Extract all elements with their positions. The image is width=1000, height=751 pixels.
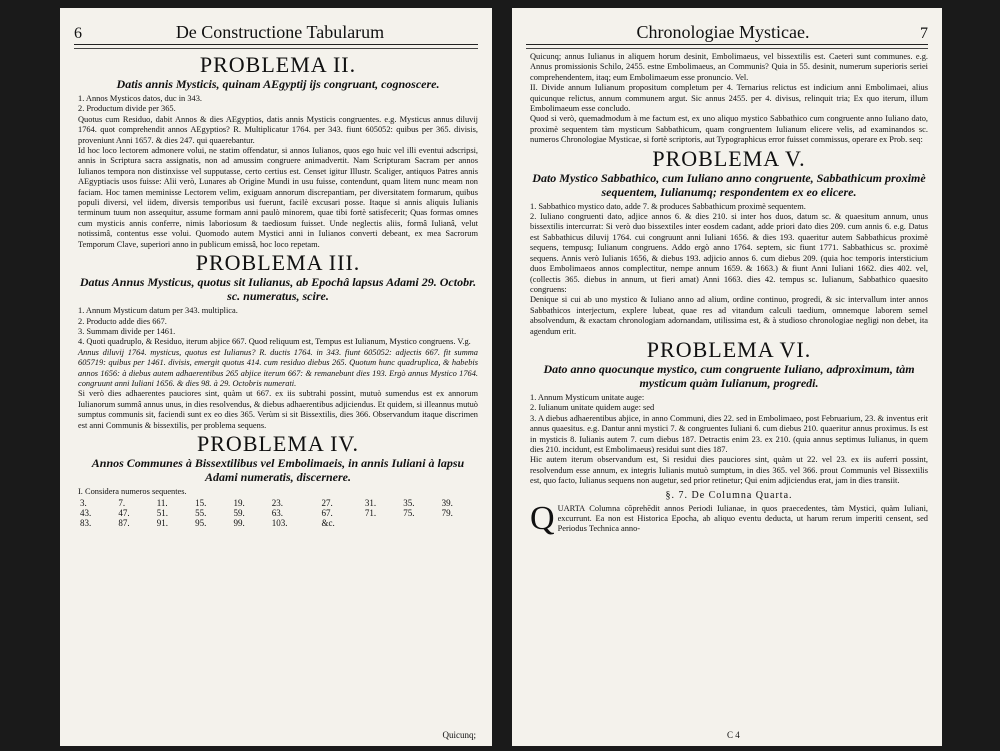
problem-3-subtitle: Datus Annus Mysticus, quotus sit Iulianus, ab Epochâ lapsus Adami 29. Octobr. sc. numeratus, scire. [79, 275, 477, 304]
problem-5-step-2: 2. Iuliano congruenti dato, adjice annos 6. & dies 210. si inter hos duos, datum sc. & quaesitum annum, unus bissextilis intercurrat: Si verò duo bissextiles inter eosdem cadant, adde priori dato dies 209. cum annis 6. e.g. Datus est Sabbathicus diluvij 1764. cui congruunt anni Iuliani 1656. & dies 193. quaeritur autem Sabbathicus proximè sequens, tempusq; Iulianum congruens. Addo ergò anno 1764. septem, sic fiunt 1771. Sabbathicus sc. proximè sequens. Annis verò Iulianis 1656, & diebus 193. adjicio annos 6. cum diebus 209. (quia hoc temporis intersticium duos Embolimaeos annos complectitur, nempe annum 1659. & 1663.) & fiunt Anni Iuliani 1662. dies 402. vel, (collectis 365. diebus in annum, ut fieri amat) Anni 1663. dies 42. tempus sc. Iulianum, Sabbathico quaesito congruens: [530, 212, 928, 294]
number-cell: 7. [118, 498, 126, 509]
number-cell: &c. [321, 518, 335, 529]
section-text: UARTA Columna cōprehēdit annos Periodi Iulianae, in quos praecedentes, tàm Mystici, quàm Iuliani, excurrunt. Ea non est Historica Epocha, ab aliquo eventu deducta, ut harum rerum imperiti censent, sed Periodus Technica anno- [557, 503, 928, 534]
problem-6-paragraph: Hic autem iterum observandum est, Si residui dies pauciores sint, quàm ut 22. vel 23. ex iis auferri possint, resolvendum esse annum, ex integris Iulianis mutuò sumptum, in dies 365. vel 366. prout Communis vel Bissextilis est, quo facto, Iulianus sequens non augetur, sed prior retinetur; Qui enim adjiciendus erat, jam in dies transiit. [530, 455, 928, 486]
problem-3-paragraph: Si verò dies adhaerentes pauciores sint, quàm ut 667. ex iis subtrahi possint, mutuò sumendus est ex annorum Iulianorum summâ annus unus, in dies resolvendus, & diebus adhaerentibus adjiciendus. Et quidem, si illeannus mutuò sumptus communis sit, faciendi sunt ex eo dies 365. Verùm si sit Bissextilis, dies 366. Observandum itaque discrimen est anni Communis & bissextilis, per problema sequens. [78, 389, 478, 430]
number-cell: 47. [118, 508, 130, 519]
right-page [512, 8, 942, 746]
number-cell: 59. [233, 508, 245, 519]
intro-paragraph: Quicunq; annus Iulianus in aliquem horum desinit, Embolimaeus, vel bissextilis est. Caeteri sunt communes. e.g. Annus promissionis Schilo, 2455. estne Embolimaeus, an Communis? Quia in 55. desinit, numerum superioris seriei comprehendentem, itaq; eum Embolimaeum esse pronuncio. Vel. [530, 52, 928, 82]
number-cell: 27. [321, 498, 333, 509]
problem-3-example: Annus diluvij 1764. mysticus, quotus est Iulianus? R. ductis 1764. in 343. fiunt 605052: adjectis 667. fit summa 605719: quibus per 1461. divisis, emergit quotus 414. cum residuo diebus 265. Quotum hunc quadruplica, & habebis annos 1656: à diebus autem adhaerentibus 265 abjice iterum 667: & remanebunt dies 193. Ergò annus Mystico 1764. congruunt anni Iuliani 1656. & dies 98. à 29. Octobris numerati. [78, 347, 478, 388]
left-page [60, 8, 492, 746]
number-row [78, 518, 478, 528]
problem-3-step-4: 4. Quoti quadruplo, & Residuo, iterum abjice 667. Quod reliquum est, Tempus est Iulianum, Mystico congruens. V.g. [78, 337, 471, 347]
right-running-title: Chronologiae Mysticae. [636, 22, 810, 42]
left-header-rule [74, 48, 478, 49]
problem-3-step-2: 2. Producto adde dies 667. [78, 316, 167, 326]
problem-4-title: PROBLEMA IV. [197, 430, 359, 456]
problem-5-subtitle: Dato Mystico Sabbathico, cum Iuliano anno congruente, Sabbathicum proximè sequentem, Iulianumq; respondentem ex eo elicere. [532, 170, 926, 199]
number-cell: 87. [118, 518, 130, 529]
number-cell [440, 518, 478, 528]
left-running-title: De Constructione Tabularum [175, 22, 385, 42]
number-cell: 79. [441, 508, 453, 519]
section-heading: §. 7. De Columna Quarta. [665, 489, 793, 501]
number-cell: 63. [271, 508, 284, 519]
number-cell: 67. [321, 508, 333, 519]
problem-4-subtitle: Annos Communes à Bissextilibus vel Embolimaeis, in annis Iuliani à lapsu Adami numeratis, discernere. [91, 455, 465, 484]
number-cell: 91. [156, 518, 168, 529]
left-page-number: 6 [74, 25, 82, 42]
problem-2-step-1: 1. Annos Mysticos datos, duc in 343. [78, 94, 202, 103]
number-cell: 19. [233, 498, 245, 509]
right-page-body [530, 52, 928, 535]
number-cell: 75. [403, 508, 415, 519]
number-cell: 35. [403, 498, 415, 509]
intro-paragraph: Quod si verò, quemadmodum à me factum est, ex uno aliquo mystico Sabbathico cum congruente anno Iuliano dato, proximè sequentem tàm mysticum Sabbathicum, quam congruentem Iulianum elicere velis, ad examinandos sc. numeros Chronologiae Mysticae, si fortè scriptoris, aut Typographicus error fuisset commissus, operare ex Prob. seq: [530, 114, 928, 145]
number-table [78, 498, 478, 528]
intro-paragraph: II. Divide annum Iulianum propositum completum per 4. Ternarius relictus est indicium anni Embolimaei, alius quicunque relictus, annum communem argut. Sic annus 2455. per 4. divisus, relinquit tria; Ex quo iterum, illum Embolimaeum esse concludo. [530, 83, 928, 114]
problem-2-paragraph: Id hoc loco lectorem admonere volui, ne statim offendatur, si annos Iulianos, quos ego huic vel illi eventui adscripsi, annis in Scriptura sacra assignatis, non ad amussim congruere animadvertit. Nam Scripturam Sacram per annos Iulianos tempora non distinxisse vel supputasse, certo certius est. Censet igitur Illustr. Scaliger, antiquos Patres annis AEgyptiacis usos fuisse: Alii verò, Lunares ab Origine Mundi in usu fuisse, contendunt, quam litem nunc meam non faciam. Hoc tamen meminisse Lectorem velim, exiguam annorum discrepantiam, per diversitatem formarum, quibus populi diversi, vel iidem, diversis temporibus usi fuerunt, facilè excusari posse. Itaque si annis aliquis Iulianis terminum tuum non assequitur, assume formam anni paulò minorem, quae tibi fortè satisfecerit; Quas formas omnes cum mysticis annis conferre, nimis laboriosum & taediosum fuisset. Unde neglectis aliis, formâ Iulianâ, velut notissimâ, contentus esse volui. Quomodo autem Mystici anni in Iulianos converti debeant, ex mea Sacrorum Temporum Clave, superiori anno in publicum emissâ, hoc loco repetam. [78, 146, 478, 249]
problem-2-paragraph: Quotus cum Residuo, dabit Annos & dies AEgyptios, datis annis Mysticis congruentes. e.g. Mysticus annus diluvij 1764. quot comprehendit annos AEgyptios? R. Multiplicatur 1764. per 343. fiunt 605052: quibus per 365. divisis, proveniunt Anni 1657. & dies 247. qui quaerebantur. [78, 114, 478, 145]
number-cell: 83. [80, 518, 92, 529]
number-cell: 71. [364, 508, 377, 519]
number-cell: 11. [156, 498, 168, 509]
right-header-rule [526, 48, 928, 49]
problem-3-title: PROBLEMA III. [195, 250, 361, 276]
problem-6-step-1: 1. Annum Mysticum unitate auge: [530, 392, 645, 402]
left-running-head [74, 22, 478, 45]
number-cell [401, 518, 439, 528]
problem-6-subtitle: Dato anno quocunque mystico, cum congruente Iuliano, adproximum, tàm mysticum quàm Iulianum, progredi. [543, 361, 915, 390]
problem-6-title: PROBLEMA VI. [646, 336, 812, 362]
number-cell: 31. [364, 498, 377, 509]
number-cell: 99. [233, 518, 245, 529]
problem-5-step-1: 1. Sabbathico mystico dato, adde 7. & produces Sabbathicum proximè sequentem. [530, 201, 806, 211]
problem-4-step-1: I. Considera numeros sequentes. [78, 486, 187, 496]
problem-2-title: PROBLEMA II. [199, 52, 357, 77]
number-row [78, 508, 478, 518]
signature-mark: C 4 [727, 730, 740, 740]
number-row [78, 498, 478, 508]
right-running-head [526, 22, 928, 45]
section-paragraph [530, 499, 928, 537]
number-cell: 23. [271, 498, 284, 509]
problem-5-title: PROBLEMA V. [652, 145, 806, 171]
problem-3-step-1: 1. Annum Mysticum datum per 343. multiplica. [78, 306, 238, 316]
problem-6-step-2: 2. Iulianum unitate quidem auge: sed [530, 403, 655, 413]
number-cell: 95. [195, 518, 207, 529]
right-page-number: 7 [920, 25, 928, 42]
number-cell: 15. [195, 498, 207, 509]
number-cell: 3. [80, 498, 87, 509]
catchword: Quicunq; [442, 730, 476, 740]
number-cell: 103. [271, 518, 288, 529]
number-cell [363, 518, 401, 528]
number-cell: 55. [195, 508, 207, 519]
left-page-body [78, 52, 478, 528]
number-cell: 39. [441, 498, 453, 509]
problem-6-step-3: 3. A diebus adhaerentibus abjice, in anno Communi, dies 22. sed in Embolimaeo, post Februarium, 23. & inventus erit annus quaesitus. e.g. Dantur anni mystici 7. & congruentes Iuliani 6. cum diebus 210. quaeritur annus proximus. Is est in mysticis 8. Iulianis autem 7. cum diebus 187. Detractis enim 23. ex 210. (quia annus septimus Iulianus, in quem dies 210. incidunt, est Embolimaeus) residui sunt dies 187. [530, 413, 928, 454]
problem-5-paragraph: Denique si cui ab uno mystico & Iuliano anno ad alium, ordine continuo, progredi, & sic intervallum inter annos Sabbathicos interjectum, explere lubeat, quae res ad vitandum calculi taedium, omnemque laborem semel absolvendum, & exactam chronologiam adornandam, utilissima est, & à studioso chronologiae negligi non debet, ita agendum erit. [530, 295, 928, 336]
problem-3-step-3: 3. Summam divide per 1461. [78, 326, 176, 336]
number-cell: 43. [80, 508, 92, 519]
problem-2-step-2: 2. Productum divide per 365. [78, 104, 176, 114]
drop-cap: Q [530, 499, 555, 537]
number-cell: 51. [156, 508, 168, 519]
problem-2-subtitle: Datis annis Mysticis, quinam AEgyptij ijs congruant, cognoscere. [116, 77, 440, 91]
